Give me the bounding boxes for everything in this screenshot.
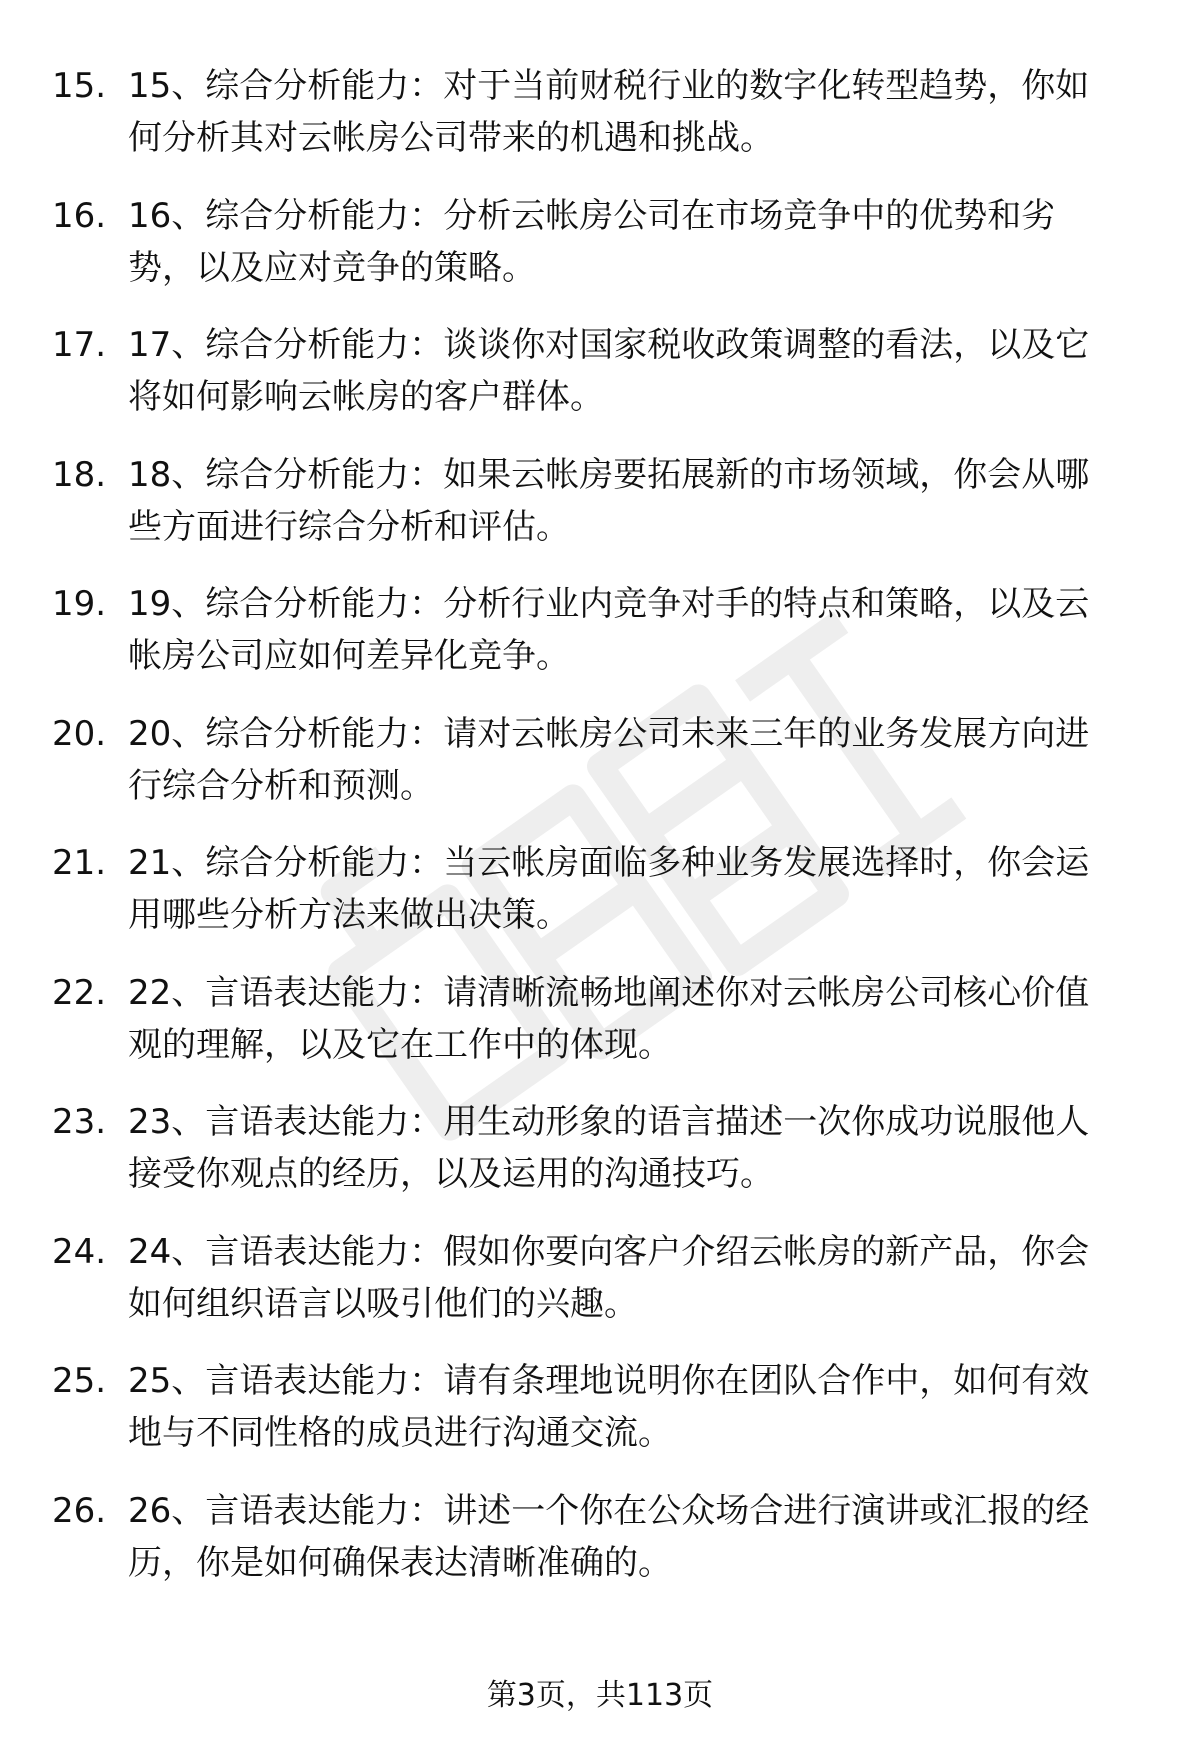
list-item bbox=[0, 1485, 1200, 1615]
item-number: 15. bbox=[52, 66, 107, 106]
item-text-line: 25、言语表达能力：请有条理地说明你在团队合作中，如何有效 bbox=[128, 1361, 1090, 1401]
item-text-line: 些方面进行综合分析和评估。 bbox=[128, 506, 570, 547]
item-text bbox=[128, 449, 1148, 553]
item-number: 22. bbox=[52, 972, 107, 1013]
item-text bbox=[128, 190, 1148, 294]
item-text-line: 观的理解，以及它在工作中的体现。 bbox=[128, 1024, 672, 1065]
list-item bbox=[0, 1355, 1200, 1485]
list-item bbox=[0, 319, 1200, 449]
item-number: 17. bbox=[52, 325, 107, 365]
item-text-line: 接受你观点的经历，以及运用的沟通技巧。 bbox=[128, 1154, 774, 1194]
item-number: 19. bbox=[52, 584, 107, 624]
item-text bbox=[128, 1226, 1148, 1330]
list-item bbox=[0, 708, 1200, 838]
item-text bbox=[128, 60, 1148, 164]
item-text bbox=[128, 1096, 1148, 1200]
item-text-line: 历，你是如何确保表达清晰准确的。 bbox=[128, 1542, 672, 1583]
item-text bbox=[128, 708, 1148, 812]
item-text-line: 用哪些分析方法来做出决策。 bbox=[128, 895, 570, 935]
item-text-line: 帐房公司应如何差异化竞争。 bbox=[128, 636, 570, 676]
page-footer: 第3页，共113页 bbox=[486, 1678, 714, 1713]
item-text-line: 地与不同性格的成员进行沟通交流。 bbox=[128, 1413, 672, 1453]
item-text bbox=[128, 1355, 1148, 1459]
item-text-line: 22、言语表达能力：请清晰流畅地阐述你对云帐房公司核心价值 bbox=[128, 972, 1090, 1013]
item-number: 24. bbox=[52, 1231, 107, 1272]
list-item bbox=[0, 449, 1200, 579]
item-number: 20. bbox=[52, 713, 107, 754]
item-text-line: 23、言语表达能力：用生动形象的语言描述一次你成功说服他人 bbox=[128, 1102, 1090, 1142]
item-text bbox=[128, 319, 1148, 423]
list-item bbox=[0, 1226, 1200, 1356]
item-text-line: 势，以及应对竞争的策略。 bbox=[128, 247, 536, 288]
item-text-line: 26、言语表达能力：讲述一个你在公众场合进行演讲或汇报的经 bbox=[128, 1490, 1090, 1531]
item-text bbox=[128, 967, 1148, 1071]
item-text-line: 21、综合分析能力：当云帐房面临多种业务发展选择时，你会运 bbox=[128, 843, 1090, 883]
item-text-line: 15、综合分析能力：对于当前财税行业的数字化转型趋势，你如 bbox=[128, 66, 1090, 106]
list-item bbox=[0, 578, 1200, 708]
item-text-line: 19、综合分析能力：分析行业内竞争对手的特点和策略，以及云 bbox=[128, 584, 1090, 624]
item-text-line: 20、综合分析能力：请对云帐房公司未来三年的业务发展方向进 bbox=[128, 713, 1090, 754]
list-item bbox=[0, 1096, 1200, 1226]
item-number: 21. bbox=[52, 843, 107, 883]
item-number: 18. bbox=[52, 454, 107, 495]
item-text-line: 行综合分析和预测。 bbox=[128, 765, 434, 806]
list-item bbox=[0, 967, 1200, 1097]
item-text-line: 17、综合分析能力：谈谈你对国家税收政策调整的看法，以及它 bbox=[128, 325, 1090, 365]
item-text-line: 何分析其对云帐房公司带来的机遇和挑战。 bbox=[128, 118, 774, 158]
item-number: 26. bbox=[52, 1490, 107, 1531]
item-text-line: 24、言语表达能力：假如你要向客户介绍云帐房的新产品，你会 bbox=[128, 1231, 1090, 1272]
item-number: 25. bbox=[52, 1361, 107, 1401]
item-text-line: 如何组织语言以吸引他们的兴趣。 bbox=[128, 1283, 638, 1324]
list-item bbox=[0, 60, 1200, 190]
item-text-line: 16、综合分析能力：分析云帐房公司在市场竞争中的优势和劣 bbox=[128, 195, 1056, 236]
item-text-line: 将如何影响云帐房的客户群体。 bbox=[128, 377, 604, 417]
question-list bbox=[0, 60, 1200, 1614]
item-text bbox=[128, 578, 1148, 682]
list-item bbox=[0, 190, 1200, 320]
item-text bbox=[128, 837, 1148, 941]
item-text bbox=[128, 1485, 1148, 1589]
list-item bbox=[0, 837, 1200, 967]
item-number: 23. bbox=[52, 1102, 107, 1142]
item-text-line: 18、综合分析能力：如果云帐房要拓展新的市场领域，你会从哪 bbox=[128, 454, 1090, 495]
item-number: 16. bbox=[52, 195, 107, 236]
